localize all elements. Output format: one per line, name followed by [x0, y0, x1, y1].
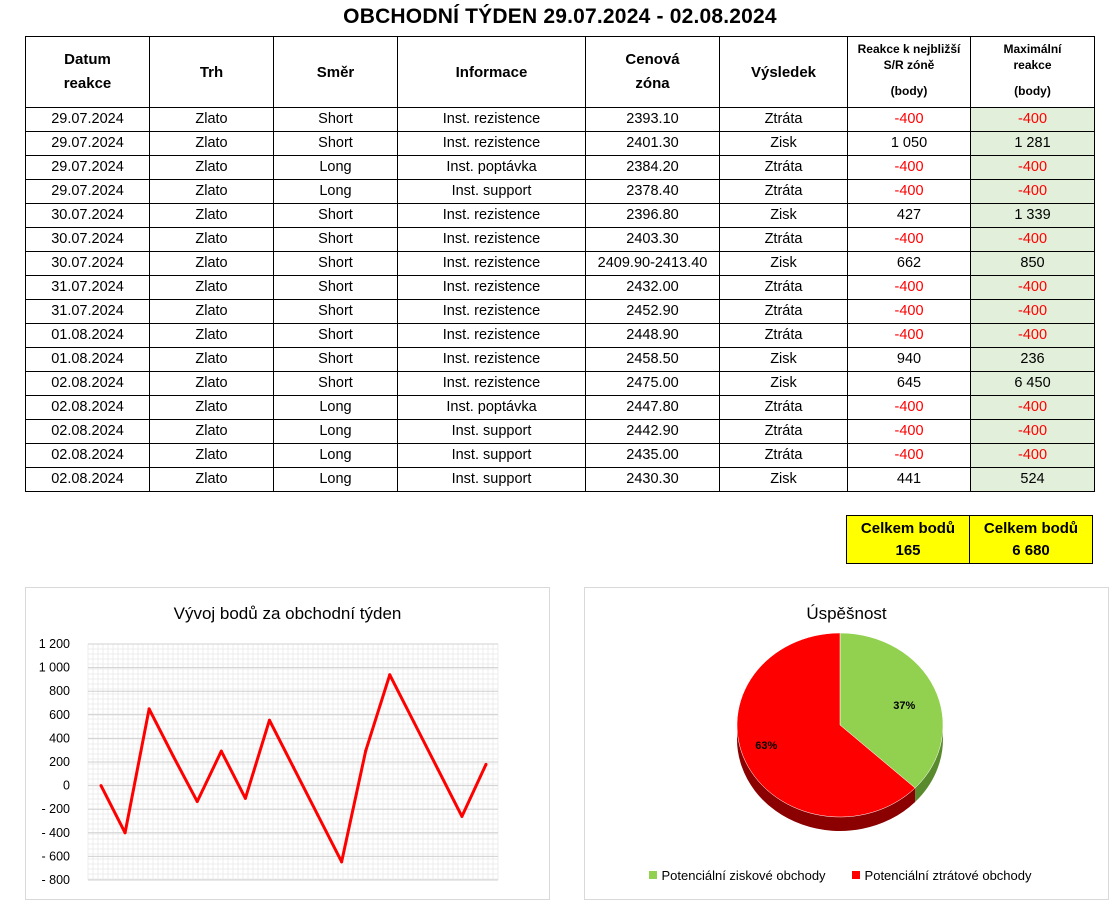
- cell-max: -400: [971, 300, 1095, 324]
- cell-date: 01.08.2024: [26, 324, 150, 348]
- header-max-reakce: Maximální reakce (body): [971, 37, 1095, 108]
- table-row: [26, 372, 1095, 396]
- page-title: OBCHODNÍ TÝDEN 29.07.2024 - 02.08.2024: [343, 5, 777, 28]
- cell-date: 02.08.2024: [26, 444, 150, 468]
- cell-max: 6 450: [971, 372, 1095, 396]
- cell-zone: 2393.10: [586, 108, 720, 132]
- line-chart-plot: [26, 588, 549, 899]
- data-point: [244, 797, 247, 800]
- cell-result: Zisk: [720, 468, 848, 492]
- data-point: [268, 719, 271, 722]
- table-header-row: [26, 37, 1095, 108]
- cell-max: -400: [971, 156, 1095, 180]
- data-point: [388, 673, 391, 676]
- cell-info: Inst. poptávka: [398, 396, 586, 420]
- cell-reaction: -400: [848, 108, 971, 132]
- cell-result: Ztráta: [720, 228, 848, 252]
- cell-reaction: -400: [848, 228, 971, 252]
- line-chart: [25, 587, 550, 900]
- data-point: [124, 831, 127, 834]
- cell-direction: Long: [274, 180, 398, 204]
- cell-zone: 2452.90: [586, 300, 720, 324]
- cell-info: Inst. rezistence: [398, 324, 586, 348]
- cell-reaction: -400: [848, 156, 971, 180]
- cell-zone: 2442.90: [586, 420, 720, 444]
- table-row: [26, 396, 1095, 420]
- line-chart-title: Vývoj bodů za obchodní týden: [173, 604, 402, 623]
- table-row: [26, 276, 1095, 300]
- y-tick-label: 800: [49, 684, 70, 699]
- cell-zone: 2409.90-2413.40: [586, 252, 720, 276]
- totals-table: [846, 515, 1093, 564]
- cell-market: Zlato: [150, 252, 274, 276]
- cell-date: 02.08.2024: [26, 468, 150, 492]
- header-datum: Datum reakce: [26, 37, 150, 108]
- cell-result: Ztráta: [720, 300, 848, 324]
- total-max-cell: Celkem bodů 6 680: [970, 516, 1093, 564]
- cell-result: Zisk: [720, 348, 848, 372]
- cell-date: 31.07.2024: [26, 276, 150, 300]
- y-tick-label: 1 000: [38, 660, 70, 675]
- grid: [88, 644, 498, 880]
- cell-result: Ztráta: [720, 108, 848, 132]
- pie-chart: [584, 587, 1109, 900]
- cell-direction: Short: [274, 372, 398, 396]
- cell-zone: 2432.00: [586, 276, 720, 300]
- cell-info: Inst. rezistence: [398, 252, 586, 276]
- cell-max: 1 281: [971, 132, 1095, 156]
- data-point: [364, 749, 367, 752]
- cell-direction: Short: [274, 204, 398, 228]
- data-point: [196, 800, 199, 803]
- cell-direction: Short: [274, 348, 398, 372]
- cell-max: 524: [971, 468, 1095, 492]
- cell-result: Ztráta: [720, 396, 848, 420]
- cell-reaction: 427: [848, 204, 971, 228]
- cell-max: 1 339: [971, 204, 1095, 228]
- legend-item-profit: [649, 868, 826, 883]
- pie-chart-title: Úspěšnost: [806, 604, 887, 623]
- table-row: [26, 300, 1095, 324]
- cell-direction: Short: [274, 300, 398, 324]
- table-body: [26, 108, 1095, 492]
- cell-info: Inst. rezistence: [398, 348, 586, 372]
- cell-result: Ztráta: [720, 156, 848, 180]
- legend-item-loss: [852, 868, 1032, 883]
- cell-zone: 2448.90: [586, 324, 720, 348]
- data-point: [220, 750, 223, 753]
- cell-zone: 2458.50: [586, 348, 720, 372]
- cell-zone: 2403.30: [586, 228, 720, 252]
- cell-direction: Short: [274, 132, 398, 156]
- cell-reaction: 940: [848, 348, 971, 372]
- y-tick-label: - 600: [41, 849, 70, 864]
- table-row: [26, 132, 1095, 156]
- pie-data-label: 63%: [755, 740, 778, 753]
- cell-market: Zlato: [150, 276, 274, 300]
- cell-direction: Long: [274, 396, 398, 420]
- table-row: [26, 468, 1095, 492]
- cell-market: Zlato: [150, 156, 274, 180]
- cell-reaction: 645: [848, 372, 971, 396]
- cell-info: Inst. support: [398, 420, 586, 444]
- data-point: [485, 763, 488, 766]
- cell-reaction: 662: [848, 252, 971, 276]
- cell-reaction: -400: [848, 396, 971, 420]
- cell-result: Zisk: [720, 132, 848, 156]
- cell-zone: 2475.00: [586, 372, 720, 396]
- cell-zone: 2435.00: [586, 444, 720, 468]
- cell-reaction: -400: [848, 300, 971, 324]
- cell-market: Zlato: [150, 108, 274, 132]
- table-row: [26, 228, 1095, 252]
- cell-date: 30.07.2024: [26, 228, 150, 252]
- table-row: [26, 348, 1095, 372]
- cell-market: Zlato: [150, 180, 274, 204]
- cell-date: 29.07.2024: [26, 108, 150, 132]
- cell-date: 29.07.2024: [26, 180, 150, 204]
- cell-max: -400: [971, 228, 1095, 252]
- cell-direction: Short: [274, 228, 398, 252]
- header-vysledek: Výsledek: [720, 37, 848, 108]
- cell-market: Zlato: [150, 468, 274, 492]
- data-point: [172, 755, 175, 758]
- cell-reaction: -400: [848, 324, 971, 348]
- cell-market: Zlato: [150, 300, 274, 324]
- cell-max: -400: [971, 396, 1095, 420]
- cell-date: 30.07.2024: [26, 252, 150, 276]
- cell-result: Zisk: [720, 372, 848, 396]
- header-smer: Směr: [274, 37, 398, 108]
- cell-result: Ztráta: [720, 180, 848, 204]
- y-tick-label: 200: [49, 755, 70, 769]
- cell-reaction: -400: [848, 180, 971, 204]
- cell-reaction: -400: [848, 444, 971, 468]
- cell-date: 02.08.2024: [26, 420, 150, 444]
- y-tick-label: 600: [49, 707, 70, 722]
- data-point: [436, 768, 439, 771]
- cell-direction: Short: [274, 276, 398, 300]
- y-tick-label: 400: [49, 731, 70, 746]
- header-cenova-zona: Cenová zóna: [586, 37, 720, 108]
- legend-swatch-loss: [852, 871, 860, 879]
- cell-market: Zlato: [150, 348, 274, 372]
- cell-info: Inst. poptávka: [398, 156, 586, 180]
- cell-market: Zlato: [150, 324, 274, 348]
- cell-info: Inst. rezistence: [398, 132, 586, 156]
- cell-zone: 2447.80: [586, 396, 720, 420]
- data-point: [292, 766, 295, 769]
- y-tick-label: 1 200: [38, 637, 70, 651]
- cell-date: 02.08.2024: [26, 372, 150, 396]
- table-row: [26, 420, 1095, 444]
- data-point: [412, 720, 415, 723]
- cell-result: Zisk: [720, 204, 848, 228]
- data-point: [148, 707, 151, 710]
- cell-date: 30.07.2024: [26, 204, 150, 228]
- cell-zone: 2401.30: [586, 132, 720, 156]
- cell-result: Ztráta: [720, 276, 848, 300]
- cell-zone: 2384.20: [586, 156, 720, 180]
- cell-info: Inst. rezistence: [398, 228, 586, 252]
- cell-market: Zlato: [150, 372, 274, 396]
- cell-max: -400: [971, 324, 1095, 348]
- cell-info: Inst. support: [398, 180, 586, 204]
- cell-max: -400: [971, 108, 1095, 132]
- table-row: [26, 444, 1095, 468]
- cell-max: -400: [971, 420, 1095, 444]
- cell-max: -400: [971, 180, 1095, 204]
- header-trh: Trh: [150, 37, 274, 108]
- cell-max: -400: [971, 276, 1095, 300]
- cell-direction: Short: [274, 108, 398, 132]
- cell-date: 01.08.2024: [26, 348, 150, 372]
- y-tick-label: - 800: [41, 873, 70, 887]
- cell-direction: Long: [274, 156, 398, 180]
- cell-info: Inst. rezistence: [398, 300, 586, 324]
- data-point: [340, 860, 343, 863]
- table-row: [26, 108, 1095, 132]
- cell-max: 236: [971, 348, 1095, 372]
- cell-result: Zisk: [720, 252, 848, 276]
- cell-result: Ztráta: [720, 324, 848, 348]
- cell-direction: Short: [274, 252, 398, 276]
- cell-info: Inst. rezistence: [398, 276, 586, 300]
- cell-zone: 2430.30: [586, 468, 720, 492]
- cell-info: Inst. rezistence: [398, 204, 586, 228]
- cell-market: Zlato: [150, 132, 274, 156]
- table-row: [26, 180, 1095, 204]
- cell-zone: 2396.80: [586, 204, 720, 228]
- cell-max: 850: [971, 252, 1095, 276]
- cell-info: Inst. support: [398, 468, 586, 492]
- cell-market: Zlato: [150, 420, 274, 444]
- table-row: [26, 324, 1095, 348]
- cell-zone: 2378.40: [586, 180, 720, 204]
- cell-info: Inst. rezistence: [398, 108, 586, 132]
- header-informace: Informace: [398, 37, 586, 108]
- legend-label-loss: Potenciální ztrátové obchody: [864, 867, 1032, 883]
- table-row: [26, 252, 1095, 276]
- data-point: [100, 784, 103, 787]
- cell-result: Ztráta: [720, 444, 848, 468]
- cell-market: Zlato: [150, 204, 274, 228]
- y-tick-label: - 400: [41, 825, 70, 840]
- table-row: [26, 204, 1095, 228]
- pie-chart-plot: [585, 588, 1108, 899]
- y-tick-label: 0: [63, 778, 70, 793]
- y-tick-label: - 200: [41, 802, 70, 817]
- cell-reaction: 441: [848, 468, 971, 492]
- cell-market: Zlato: [150, 396, 274, 420]
- cell-reaction: -400: [848, 276, 971, 300]
- cell-info: Inst. rezistence: [398, 372, 586, 396]
- cell-max: -400: [971, 444, 1095, 468]
- cell-date: 31.07.2024: [26, 300, 150, 324]
- cell-info: Inst. support: [398, 444, 586, 468]
- data-point: [316, 813, 319, 816]
- cell-date: 02.08.2024: [26, 396, 150, 420]
- pie-legend: [611, 861, 1069, 889]
- legend-swatch-profit: [649, 871, 657, 879]
- cell-reaction: -400: [848, 420, 971, 444]
- cell-result: Ztráta: [720, 420, 848, 444]
- cell-reaction: 1 050: [848, 132, 971, 156]
- cell-direction: Short: [274, 324, 398, 348]
- data-point: [460, 815, 463, 818]
- cell-direction: Long: [274, 468, 398, 492]
- cell-market: Zlato: [150, 228, 274, 252]
- legend-label-profit: Potenciální ziskové obchody: [661, 867, 826, 883]
- cell-direction: Long: [274, 420, 398, 444]
- cell-date: 29.07.2024: [26, 132, 150, 156]
- total-reaction-cell: Celkem bodů 165: [847, 516, 970, 564]
- cell-direction: Long: [274, 444, 398, 468]
- cell-date: 29.07.2024: [26, 156, 150, 180]
- trades-table: [25, 36, 1095, 492]
- table-row: [26, 156, 1095, 180]
- pie-data-label: 37%: [893, 699, 916, 712]
- cell-market: Zlato: [150, 444, 274, 468]
- header-reakce: Reakce k nejbližší S/R zóně (body): [848, 37, 971, 108]
